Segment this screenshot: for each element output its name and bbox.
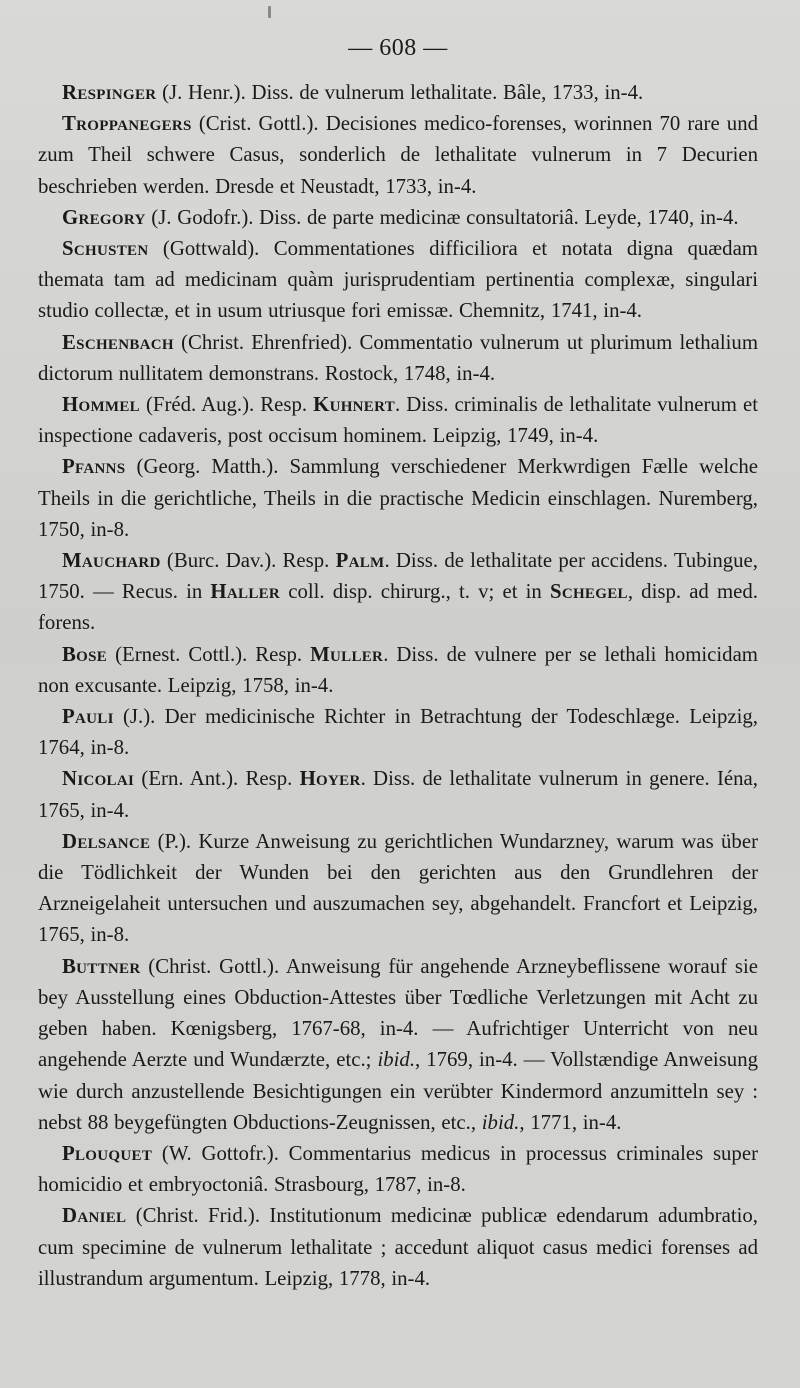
entry-author: Mauchard — [62, 549, 161, 573]
entry-author: Buttner — [62, 954, 141, 978]
entry-text: . Diss. de lethalitate per accidens. Tubingue, 1750. — Recus. in — [38, 549, 758, 604]
entry-text: (Ern. Ant.). Resp. — [134, 767, 300, 791]
entry-cited-name: Schegel — [549, 580, 628, 604]
entry-respondent: Muller — [310, 642, 384, 666]
entry-ibid: ibid. — [377, 1048, 416, 1072]
bibliography-entry — [38, 327, 758, 389]
bibliography-entry — [38, 763, 758, 825]
bibliography-entry — [38, 389, 758, 451]
entry-author: Hommel — [62, 393, 140, 417]
entry-text: , 1769, in-4. — Vollstændige Anweisung wie durch anzustellende Besichtigungen ein verübter Kindermord anzumitteln sey : nebst 88 beygefüngten Obductions-Zeugnissen, etc., — [38, 1048, 758, 1134]
print-blemish — [268, 6, 271, 18]
entry-text: . Diss. criminalis de lethalitate vulnerum et inspectione cadaveris, post occisum hominem. Leipzig, 1749, in-4. — [38, 393, 759, 448]
entry-text: (Burc. Dav.). Resp. — [160, 549, 336, 573]
page-number: — 608 — — [348, 35, 448, 61]
entry-text: (J.). Der medicinische Richter in Betrachtung der Todeschlæge. Leipzig, 1764, in-8. — [38, 705, 758, 760]
entry-author: Troppanegers — [62, 112, 192, 136]
entry-text: (Ernest. Cottl.). Resp. — [107, 642, 311, 666]
entry-author: Delsance — [62, 829, 151, 853]
entry-text: (W. Gottofr.). Commentarius medicus in processus criminales super homicidio et embryoctoniâ. Strasbourg, 1787, in-8. — [38, 1141, 758, 1197]
bibliography-entry — [38, 1200, 758, 1294]
entry-text: . Diss. de vulnere per se lethali homicidam non excusante. Leipzig, 1758, in-4. — [38, 642, 758, 697]
entry-author: Pfanns — [62, 455, 126, 479]
entry-text: (J. Godofr.). Diss. de parte medicinæ consultatoriâ. Leyde, 1740, in-4. — [145, 205, 739, 229]
entry-text: (Fréd. Aug.). Resp. — [139, 393, 314, 417]
entry-author: Bose — [62, 642, 108, 666]
entry-text: (P.). Kurze Anweisung zu gerichtlichen Wundarzney, warum was über die Tödlichkeit der Wunden bei den gerichten aus den Grundlehren der Arzneigelaheit untersuchen und auszumachen sey, abgehandelt. Francfort et Leipzig, 1765, in-8. — [38, 829, 758, 947]
entry-respondent: Hoyer — [299, 767, 361, 791]
entry-text: . Diss. de lethalitate vulnerum in genere. Iéna, 1765, in-4. — [38, 767, 758, 822]
entry-author: Eschenbach — [62, 330, 174, 354]
bibliography-entry — [38, 639, 758, 701]
entry-author: Daniel — [62, 1204, 127, 1228]
bibliography-entry — [38, 108, 758, 202]
bibliography-entry — [38, 202, 758, 233]
bibliography-entry — [38, 1138, 758, 1200]
entry-text: (Christ. Ehrenfried). Commentatio vulnerum ut plurimum lethalium dictorum nullitatem demonstrans. Rostock, 1748, in-4. — [38, 330, 758, 385]
entry-cited-name: Haller — [210, 580, 281, 604]
entry-text: , 1771, in-4. — [519, 1110, 622, 1134]
entry-text: (Crist. Gottl.). Decisiones medico-forenses, worinnen 70 rare und zum Theil schwere Casus, sonderlich de lethalitate vulnerum in 7 Decurien beschrieben werden. Dresde et Neustadt, 1733, in-4. — [38, 112, 758, 198]
entry-author: Pauli — [62, 705, 114, 729]
bibliography-entry — [38, 233, 758, 327]
bibliography-list — [38, 77, 758, 1294]
bibliography-entry — [38, 545, 758, 639]
entry-text: , disp. ad med. forens. — [38, 580, 758, 635]
bibliography-entry — [38, 701, 758, 763]
entry-text: (J. Henr.). Diss. de vulnerum lethalitate. Bâle, 1733, in-4. — [156, 81, 644, 104]
entry-text: coll. disp. chirurg., t. v; et in — [280, 580, 550, 604]
entry-author: Respinger — [62, 81, 157, 104]
entry-author: Plouquet — [62, 1141, 153, 1165]
bibliography-entry — [38, 451, 758, 545]
entry-text: (Georg. Matth.). Sammlung verschiedener Merkwrdigen Fælle welche Theils in die gerichtliche, Theils in die practische Medicin einschlagen. Nuremberg, 1750, in-8. — [38, 455, 758, 541]
bibliography-entry — [38, 826, 758, 951]
entry-author: Gregory — [62, 205, 146, 229]
bibliography-entry — [38, 77, 758, 108]
entry-author: Schusten — [62, 237, 149, 261]
entry-text: (Gottwald). Commentationes difficiliora et notata digna quædam themata tam ad medicinam quàm jurisprudentiam pertinentia complexæ, singulari studio collectæ, et in usum utriusque fori emissæ. Chemnitz, 1741, in-4. — [38, 237, 758, 323]
entry-text: (Christ. Frid.). Institutionum medicinæ publicæ edendarum adumbratio, cum specimine de vulnerum lethalitate ; accedunt aliquot casus medici forenses ad illustrandum argumentum. Leipzig, 1778, in-4. — [38, 1204, 758, 1290]
entry-text: (Christ. Gottl.). Anweisung für angehende Arzneybeflissene worauf sie bey Ausstellung eines Obduction-Attestes über Tœdliche Verletzungen mit Acht zu geben haben. Kœnigsberg, 1767-68, in-4. — Aufrichtiger Unterricht von neu angehende Aerzte und Wundærzte, etc.; — [38, 954, 758, 1072]
entry-ibid: ibid. — [481, 1110, 520, 1134]
entry-respondent: Kuhnert — [313, 393, 396, 417]
bibliography-entry — [38, 951, 758, 1138]
entry-respondent: Palm — [335, 549, 385, 573]
entry-author: Nicolai — [62, 767, 135, 791]
